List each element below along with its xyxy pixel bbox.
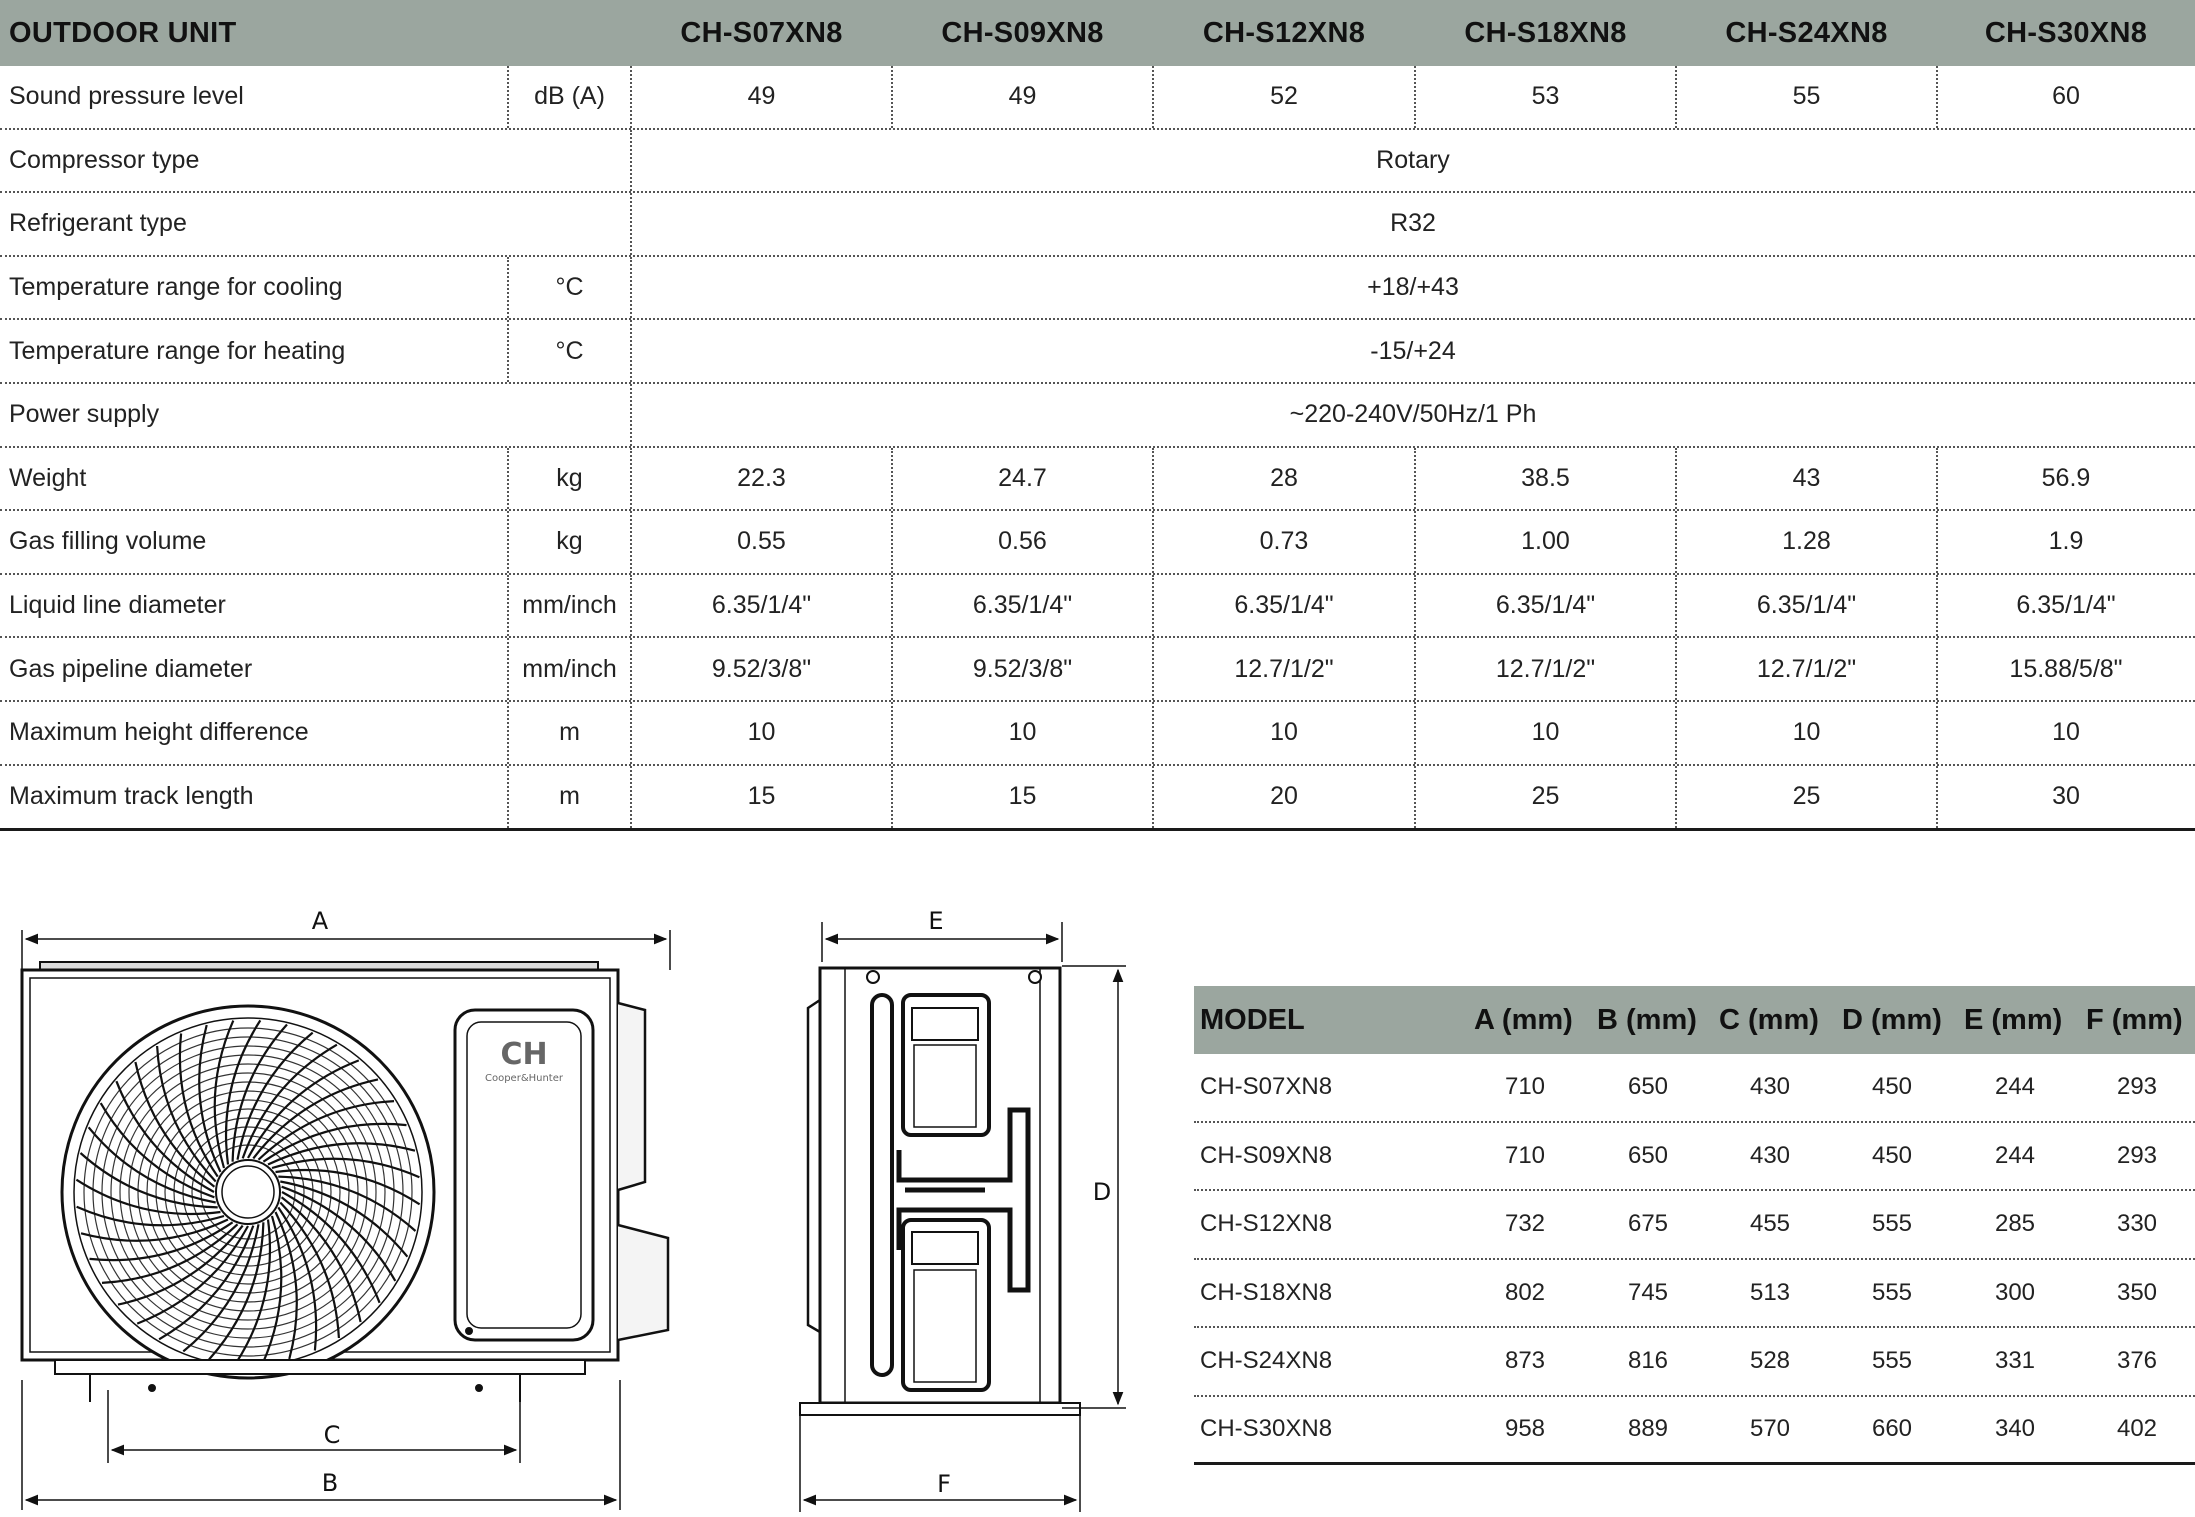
dimensions-row-value: 513 — [1749, 1278, 1791, 1306]
dimensions-row — [1194, 1328, 2195, 1397]
dimensions-row-value: 350 — [2116, 1278, 2158, 1306]
column-divider — [1414, 766, 1416, 828]
dimensions-row-model: CH-S30XN8 — [1200, 1415, 1333, 1443]
spec-row — [0, 257, 2195, 321]
spec-row-value: 60 — [2052, 82, 2080, 111]
spec-row-unit: mm/inch — [522, 591, 617, 620]
spec-row — [0, 384, 2195, 448]
column-divider — [1414, 638, 1416, 700]
column-divider — [1675, 766, 1677, 828]
column-divider — [1936, 511, 1938, 573]
spec-row-unit: °C — [555, 273, 584, 302]
fan-grille-line — [222, 1166, 274, 1218]
spec-row-merged-value: +18/+43 — [1367, 273, 1459, 302]
logo-brand: Cooper&Hunter — [484, 1073, 564, 1084]
spec-row-unit: kg — [556, 463, 583, 492]
fan-grille — [62, 1006, 434, 1378]
dim-label-e: E — [928, 907, 944, 935]
dimensions-row-value: 430 — [1749, 1141, 1791, 1169]
dimensions-row-value: 430 — [1749, 1073, 1791, 1101]
spec-row-value: 43 — [1792, 463, 1821, 492]
column-divider — [1152, 66, 1154, 128]
spec-row-merged-value: -15/+24 — [1370, 336, 1456, 365]
spec-row-value: 15 — [1008, 782, 1037, 811]
dimensions-row-value: 293 — [2116, 1141, 2158, 1169]
header-model: MODEL — [1200, 1004, 1305, 1036]
column-divider — [891, 766, 893, 828]
spec-row-value: 10 — [2052, 718, 2080, 747]
spec-row-value: 52 — [1270, 82, 1298, 111]
spec-row-merged-value: R32 — [1390, 209, 1436, 238]
spec-row-value: 56.9 — [2041, 463, 2091, 492]
spec-row-unit — [508, 130, 631, 192]
spec-row — [0, 766, 2195, 831]
spec-row-value: 6.35/1/4" — [1495, 591, 1596, 620]
spec-row-value: 0.73 — [1259, 527, 1309, 556]
column-divider — [1675, 511, 1677, 573]
spec-row-value: 12.7/1/2" — [1756, 654, 1857, 683]
spec-row-value: 6.35/1/4" — [711, 591, 812, 620]
dimensions-row-value: 376 — [2116, 1347, 2158, 1375]
column-divider — [1936, 638, 1938, 700]
column-divider — [891, 66, 893, 128]
dimensions-row-value: 528 — [1749, 1347, 1791, 1375]
column-divider — [891, 638, 893, 700]
spec-table-header — [0, 0, 2195, 66]
column-divider — [1675, 448, 1677, 510]
column-divider — [1936, 575, 1938, 637]
column-divider — [891, 511, 893, 573]
dimensions-row-model: CH-S07XN8 — [1200, 1073, 1333, 1101]
header-a-mm: A (mm) — [1474, 1004, 1573, 1036]
dimensions-row-value: 816 — [1627, 1347, 1669, 1375]
spec-row-value: 12.7/1/2" — [1495, 654, 1596, 683]
spec-row — [0, 511, 2195, 575]
header-c-mm: C (mm) — [1719, 1004, 1819, 1036]
logo-mark: CH — [500, 1037, 548, 1072]
spec-row-value: 6.35/1/4" — [1234, 591, 1334, 620]
dimensions-row — [1194, 1260, 2195, 1329]
header-b-mm: B (mm) — [1597, 1004, 1697, 1036]
dimensions-row-model: CH-S12XN8 — [1200, 1210, 1333, 1238]
spec-row-value: 1.9 — [2048, 527, 2084, 556]
spec-row-value: 22.3 — [737, 463, 786, 492]
dimensions-row-value: 745 — [1627, 1278, 1669, 1306]
dimensions-table-body — [1194, 1054, 2195, 1465]
spec-row-unit — [508, 384, 631, 446]
spec-row-value: 10 — [1008, 718, 1037, 747]
dimensions-row-value: 555 — [1871, 1278, 1913, 1306]
spec-row-value: 24.7 — [998, 463, 1047, 492]
spec-row-value: 6.35/1/4" — [972, 591, 1073, 620]
spec-row-value: 6.35/1/4" — [2016, 591, 2116, 620]
header-model-3: CH-S12XN8 — [1202, 17, 1366, 49]
dimensions-row — [1194, 1191, 2195, 1260]
spec-row-value: 25 — [1531, 782, 1560, 811]
spec-row-value: 30 — [2052, 782, 2080, 811]
dim-label-a: A — [311, 907, 329, 935]
dim-label-f: F — [937, 1470, 951, 1498]
dimensions-row — [1194, 1123, 2195, 1192]
spec-row-value: 20 — [1270, 782, 1298, 811]
header-f-mm: F (mm) — [2086, 1004, 2183, 1036]
spec-row-label: Gas filling volume — [9, 527, 207, 556]
spec-row-label: Power supply — [9, 400, 160, 429]
spec-row-unit: °C — [555, 336, 584, 365]
dimensions-row-model: CH-S24XN8 — [1200, 1347, 1333, 1375]
dimensions-row-value: 285 — [1994, 1210, 2036, 1238]
spec-row-value: 53 — [1531, 82, 1560, 111]
spec-row-value: 0.56 — [998, 527, 1047, 556]
column-divider — [1675, 66, 1677, 128]
dimensions-row-value: 300 — [1994, 1278, 2036, 1306]
column-divider — [891, 448, 893, 510]
dimensions-row-value: 675 — [1627, 1210, 1669, 1238]
spec-row-value: 0.55 — [737, 527, 786, 556]
spec-row-label: Gas pipeline diameter — [9, 654, 253, 683]
spec-row-value: 12.7/1/2" — [1234, 654, 1334, 683]
spec-row — [0, 130, 2195, 194]
spec-row-value: 1.28 — [1782, 527, 1831, 556]
spec-row-value: 55 — [1792, 82, 1821, 111]
spec-table-body — [0, 66, 2195, 831]
dimensions-row-value: 650 — [1627, 1141, 1669, 1169]
header-model-6: CH-S30XN8 — [1984, 17, 2148, 49]
dimensions-row-value: 873 — [1504, 1347, 1546, 1375]
spec-row-value: 9.52/3/8" — [972, 654, 1073, 683]
spec-row-label: Refrigerant type — [9, 209, 187, 238]
column-divider — [1936, 448, 1938, 510]
dimensions-row-value: 889 — [1627, 1415, 1669, 1443]
spec-row-value: 49 — [1008, 82, 1037, 111]
dimensions-row-value: 732 — [1504, 1210, 1546, 1238]
column-divider — [891, 575, 893, 637]
spec-row-value: 15.88/5/8" — [2009, 654, 2123, 683]
unit-drawings — [0, 860, 1180, 1517]
dimensions-row-value: 450 — [1871, 1141, 1913, 1169]
dim-label-c: C — [323, 1421, 341, 1449]
header-model-4: CH-S18XN8 — [1464, 17, 1627, 49]
dimensions-row-value: 402 — [2116, 1415, 2158, 1443]
dimensions-row-value: 555 — [1871, 1347, 1913, 1375]
spec-row-unit: m — [559, 782, 580, 811]
dimensions-row-value: 660 — [1871, 1415, 1913, 1443]
spec-row-value: 9.52/3/8" — [711, 654, 812, 683]
spec-row — [0, 638, 2195, 702]
spec-row-merged-value: Rotary — [1376, 145, 1450, 174]
column-divider — [1414, 575, 1416, 637]
spec-row-unit — [508, 193, 631, 255]
spec-row-label: Temperature range for heating — [9, 336, 346, 365]
column-divider — [1675, 638, 1677, 700]
spec-row-value: 10 — [1792, 718, 1821, 747]
dimensions-row-model: CH-S18XN8 — [1200, 1278, 1333, 1306]
spec-row — [0, 702, 2195, 766]
dimensions-row-value: 340 — [1994, 1415, 2036, 1443]
dimensions-row — [1194, 1054, 2195, 1123]
spec-row-value: 25 — [1792, 782, 1821, 811]
spec-row — [0, 66, 2195, 130]
spec-row-label: Maximum track length — [9, 782, 254, 811]
dimensions-row-value: 570 — [1749, 1415, 1791, 1443]
column-divider — [1152, 511, 1154, 573]
spec-row — [0, 193, 2195, 257]
dimensions-row — [1194, 1397, 2195, 1466]
dimensions-row-value: 244 — [1994, 1141, 2036, 1169]
header-d-mm: D (mm) — [1842, 1004, 1942, 1036]
side-view — [800, 922, 1126, 1512]
spec-row-unit: m — [559, 718, 580, 747]
spec-row-label: Weight — [9, 463, 87, 492]
column-divider — [1936, 702, 1938, 764]
dimensions-row-value: 293 — [2116, 1073, 2158, 1101]
column-divider — [1152, 766, 1154, 828]
column-divider — [1414, 702, 1416, 764]
column-divider — [891, 702, 893, 764]
column-divider — [1675, 575, 1677, 637]
column-divider — [1152, 638, 1154, 700]
dimensions-row-value: 555 — [1871, 1210, 1913, 1238]
dimensions-row-value: 331 — [1994, 1347, 2036, 1375]
spec-row-value: 10 — [1531, 718, 1560, 747]
dim-label-d: D — [1092, 1178, 1112, 1206]
spec-row-value: 49 — [747, 82, 776, 111]
dimensions-row-value: 450 — [1871, 1073, 1913, 1101]
column-divider — [1152, 575, 1154, 637]
header-outdoor-unit: OUTDOOR UNIT — [9, 17, 237, 49]
column-divider — [1152, 448, 1154, 510]
spec-row — [0, 575, 2195, 639]
spec-row-label: Sound pressure level — [9, 82, 244, 111]
spec-row-value: 38.5 — [1521, 463, 1570, 492]
spec-row-merged-value: ~220-240V/50Hz/1 Ph — [1289, 400, 1537, 429]
dimensions-row-value: 958 — [1504, 1415, 1546, 1443]
column-divider — [1936, 766, 1938, 828]
column-divider — [1152, 702, 1154, 764]
spec-row-value: 10 — [747, 718, 776, 747]
spec-row-value: 1.00 — [1521, 527, 1570, 556]
dimensions-row-value: 650 — [1627, 1073, 1669, 1101]
spec-row-unit: dB (A) — [534, 82, 605, 111]
dimensions-table-header — [1194, 986, 2195, 1054]
column-divider — [1414, 511, 1416, 573]
dimensions-row-value: 710 — [1504, 1141, 1546, 1169]
header-model-2: CH-S09XN8 — [941, 17, 1104, 49]
column-divider — [1675, 702, 1677, 764]
dim-label-b: B — [321, 1469, 339, 1497]
spec-row-value: 28 — [1270, 463, 1298, 492]
spec-row-value: 6.35/1/4" — [1756, 591, 1857, 620]
dimensions-row-model: CH-S09XN8 — [1200, 1141, 1333, 1169]
spec-row-label: Maximum height difference — [9, 718, 309, 747]
column-divider — [1414, 66, 1416, 128]
spec-row-unit: kg — [556, 527, 583, 556]
header-e-mm: E (mm) — [1964, 1004, 2063, 1036]
spec-row-label: Compressor type — [9, 145, 200, 174]
column-divider — [1936, 66, 1938, 128]
column-divider — [1414, 448, 1416, 510]
spec-row-value: 15 — [747, 782, 776, 811]
spec-row-label: Temperature range for cooling — [9, 273, 343, 302]
spec-row-value: 10 — [1270, 718, 1298, 747]
spec-row — [0, 448, 2195, 512]
dimensions-row-value: 710 — [1504, 1073, 1546, 1101]
dimensions-row-value: 455 — [1749, 1210, 1791, 1238]
spec-row-label: Liquid line diameter — [9, 591, 226, 620]
spec-row-unit: mm/inch — [522, 654, 617, 683]
dimensions-row-value: 244 — [1994, 1073, 2036, 1101]
header-model-1: CH-S07XN8 — [680, 17, 843, 49]
dimensions-table — [1194, 986, 2195, 1465]
header-model-5: CH-S24XN8 — [1725, 17, 1888, 49]
front-view — [22, 930, 670, 1510]
dimensions-row-value: 802 — [1504, 1278, 1546, 1306]
dimensions-row-value: 330 — [2116, 1210, 2158, 1238]
spec-row — [0, 320, 2195, 384]
